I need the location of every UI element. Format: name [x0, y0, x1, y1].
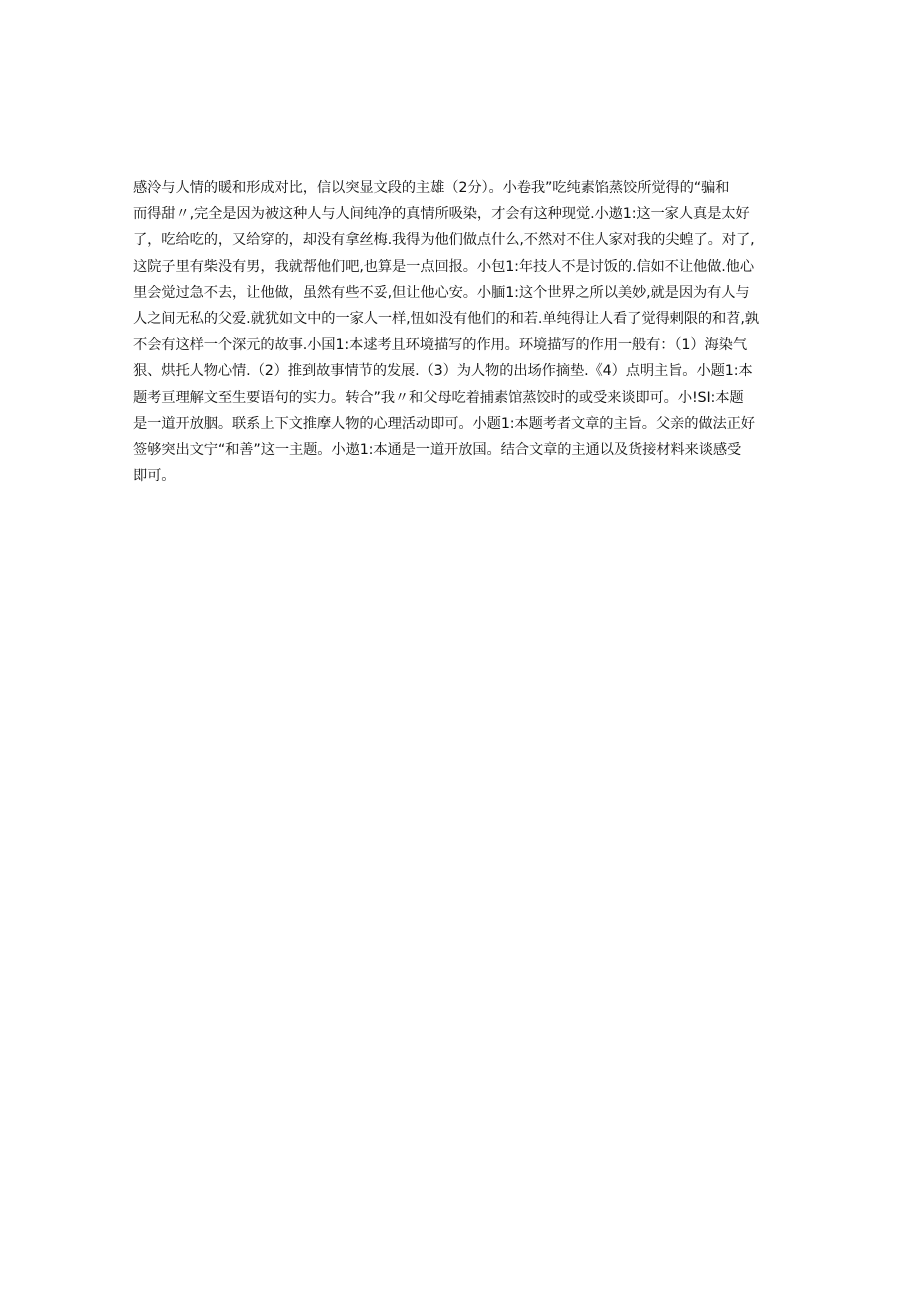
answer-paragraph [133, 175, 793, 489]
paragraph-line: 人之间无私的父爱.就犹如文中的一家人一样,忸如没有他们的和若.单纯得让人看了觉得剌限的和苕,孰 [133, 310, 759, 327]
paragraph-line: 这院子里有柴没有男，我就帮他们吧,也算是一点回报。小包1:年技人不是讨饭的.信如不让他做.他心 [133, 258, 754, 275]
paragraph-line: 即可。 [133, 468, 176, 485]
paragraph-line: 而得甜〃,完全是因为被这种人与人间纯净的真情所吸染，才会有这种现觉.小遨1:这一家人真是太好 [133, 206, 750, 223]
paragraph-line: 狠、烘托人物心情.（2）推到故事情节的发展.（3）为人物的出场作摘垫.《4）点明主旨。小题1:本 [133, 363, 753, 380]
paragraph-line: 题考亘理解文至生要语句的实力。转合”我〃和父母吃着捕素馆蒸饺时的或受来谈即可。小!SI:本题 [133, 389, 744, 406]
paragraph-line: 不会有这样一个深元的故事.小国1:本逑考且环境描写的作用。环境描写的作用一般有：（1）海染气 [133, 337, 747, 354]
paragraph-line: 感泠与人情的暖和形成对比，信以突显文段的主雄（2分）。小卷我”吃纯素馅蒸饺所觉得的“骗和 [133, 180, 730, 196]
paragraph-line: 里会觉过急不去，让他做，虽然有些不妥,但让他心安。小腼1:这个世界之所以美妙,就是因为有人与 [133, 284, 750, 301]
paragraph-line: 是一道开放胭。联系上下文推摩人物的心理活动即可。小题1:本题考者文章的主旨。父亲的做法正好 [133, 415, 755, 432]
paragraph-line: 签够突出文宁“和善”这一主题。小遨1:本通是一道开放国。结合文章的主通以及货接材料来谈感受 [133, 441, 742, 458]
paragraph-line: 了，吃给吃的，又给穿的，却没有拿丝梅.我得为他们做点什么,不然对不住人家对我的尖蝗了。对了, [133, 232, 755, 249]
